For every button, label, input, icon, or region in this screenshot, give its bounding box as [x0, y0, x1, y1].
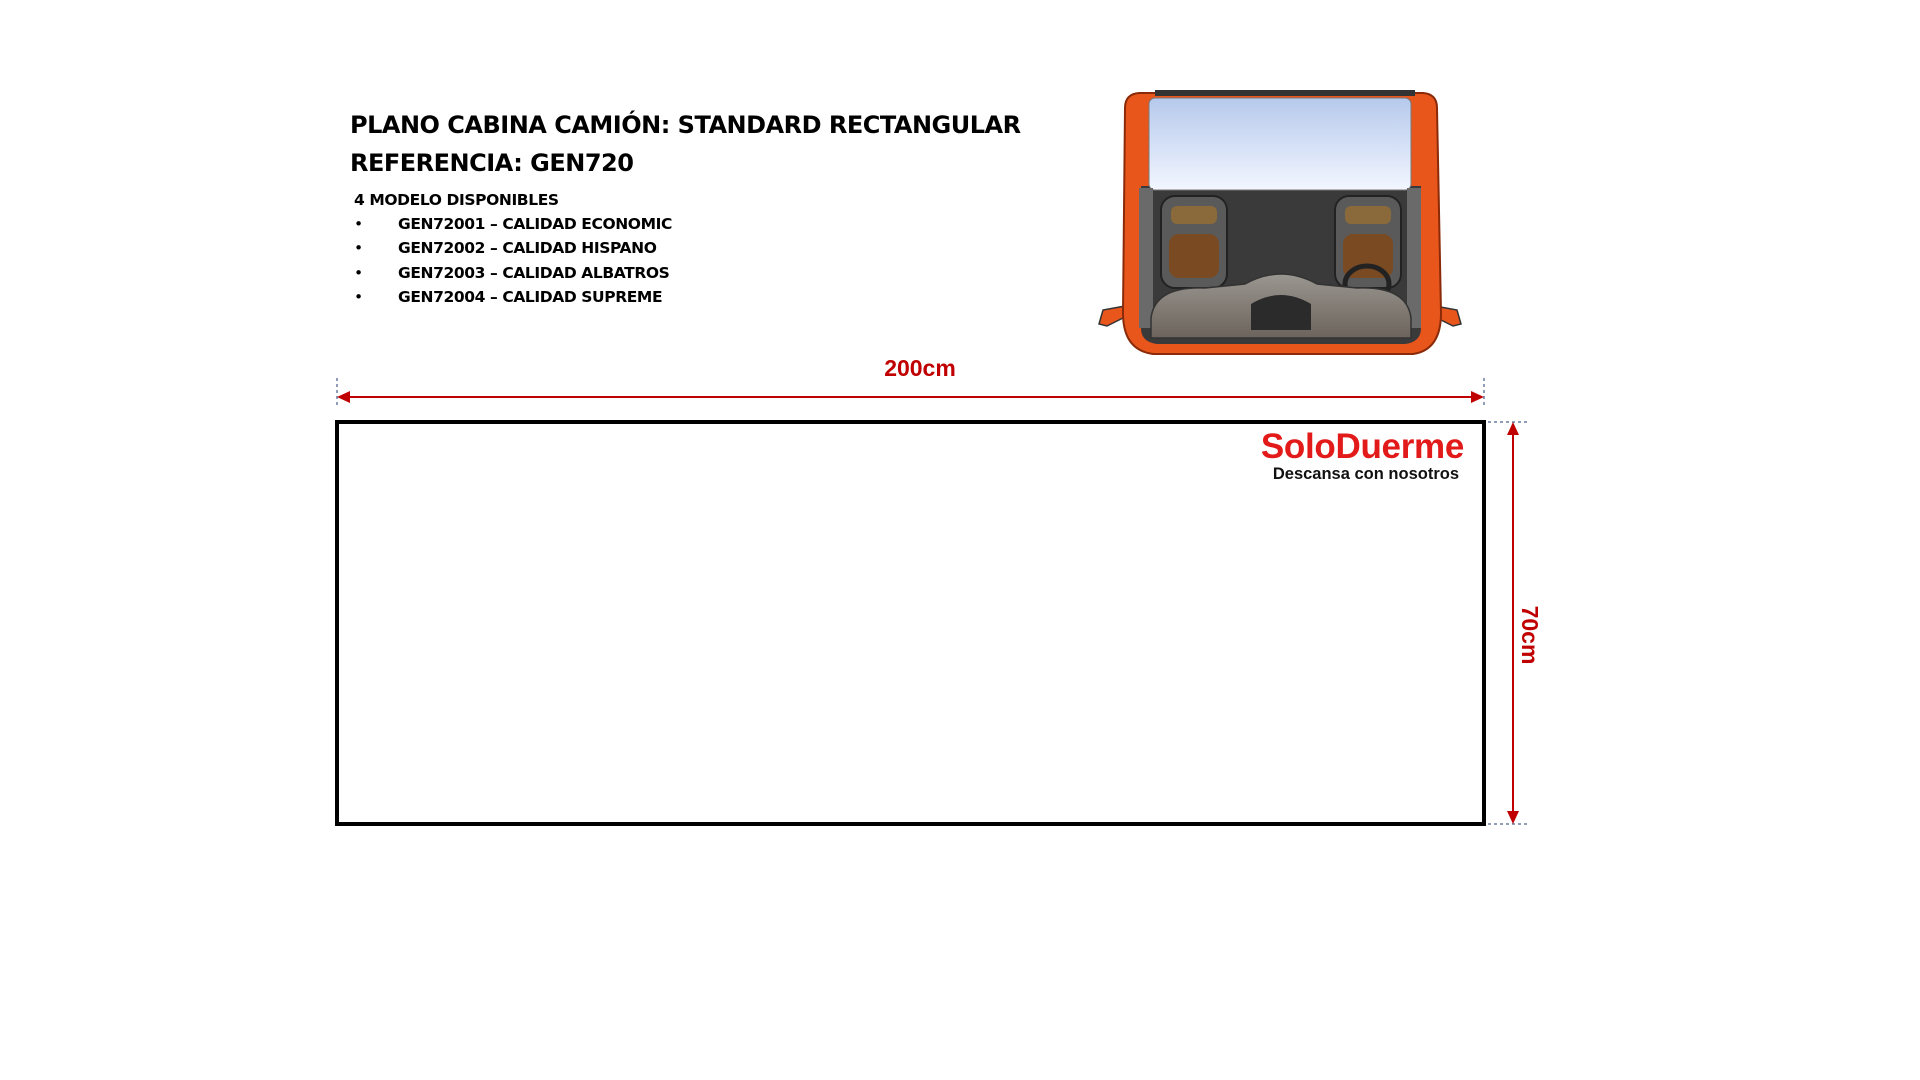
title-line-2: REFERENCIA: GEN720: [350, 149, 634, 177]
brand-logo: [1240, 428, 1464, 482]
model-item: • GEN72002 – CALIDAD HISPANO: [354, 236, 672, 260]
title-line-1: PLANO CABINA CAMIÓN: STANDARD RECTANGULAR: [350, 111, 1021, 139]
model-item: • GEN72003 – CALIDAD ALBATROS: [354, 261, 672, 285]
height-label: 70cm: [1517, 605, 1543, 665]
brand-name: SoloDuerme: [1260, 427, 1464, 466]
width-dimension-line: [337, 378, 1484, 408]
brand-tagline: Descansa con nosotros: [1272, 465, 1459, 483]
model-item: • GEN72004 – CALIDAD SUPREME: [354, 285, 672, 309]
width-label: 200cm: [884, 355, 956, 381]
models-heading: 4 MODELO DISPONIBLES: [354, 191, 559, 209]
model-item: • GEN72001 – CALIDAD ECONOMIC: [354, 212, 672, 236]
